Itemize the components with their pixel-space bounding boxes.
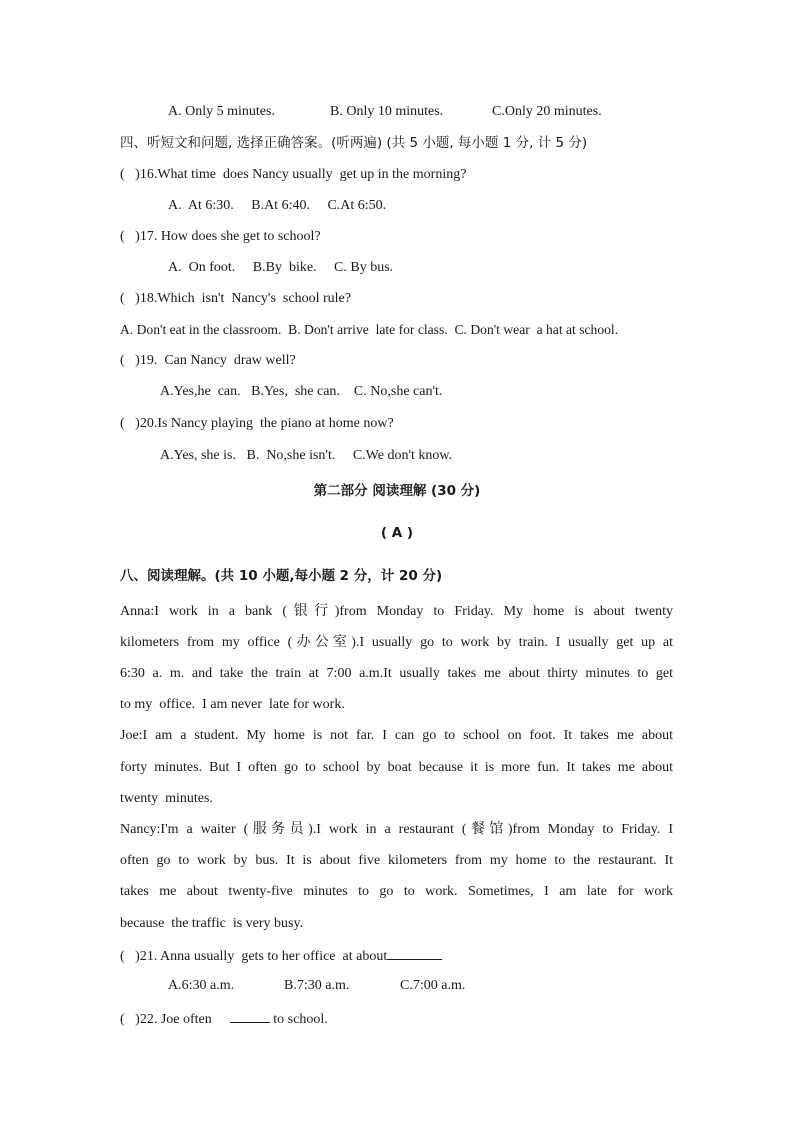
q17-options: A. On foot. B.By bike. C. By bus. — [168, 260, 394, 275]
answer-blank — [230, 1008, 270, 1023]
q21-option-c: C.7:00 a.m. — [400, 978, 466, 993]
q20-question: ( )20.Is Nancy playing the piano at home now? — [120, 416, 394, 431]
part2-title: 第二部分 阅读理解 (30 分) — [313, 483, 481, 499]
section8-heading: 八、阅读理解。(共 10 小题,每小题 2 分，计 20 分) — [120, 568, 443, 584]
q19-question: ( )19. Can Nancy draw well? — [120, 353, 296, 368]
q15-option-a: A. Only 5 minutes. — [168, 104, 275, 119]
q17-question: ( )17. How does she get to school? — [120, 229, 321, 244]
passage-line: takes me about twenty-five minutes to go to work. Sometimes, I am late for work — [120, 884, 673, 899]
q19-options: A.Yes,he can. B.Yes, she can. C. No,she can't. — [160, 384, 443, 399]
answer-blank — [387, 945, 442, 960]
passage-line: Joe:I am a student. My home is not far. I can go to school on foot. It takes me about — [120, 728, 673, 743]
passage-line: to my office. I am never late for work. — [120, 697, 345, 712]
q16-question: ( )16.What time does Nancy usually get up in the morning? — [120, 167, 467, 182]
passage-line: often go to work by bus. It is about five kilometers from my home to the restaurant. It — [120, 853, 673, 868]
passage-line: twenty minutes. — [120, 791, 213, 806]
passage-line: because the traffic is very busy. — [120, 916, 304, 931]
passage-line: Nancy:I'm a waiter (服务员).I work in a restaurant (餐馆)from Monday to Friday. I — [120, 822, 673, 837]
passage-line: forty minutes. But I often go to school by boat because it is more fun. It takes me about — [120, 760, 673, 775]
section4-heading: 四、听短文和问题, 选择正确答案。(听两遍) (共 5 小题, 每小题 1 分, 计 5 分) — [120, 135, 588, 151]
q18-options: A. Don't eat in the classroom. B. Don't arrive late for class. C. Don't wear a hat at school. — [120, 322, 619, 337]
q20-options: A.Yes, she is. B. No,she isn't. C.We don't know. — [160, 448, 453, 463]
passage-line: kilometers from my office (办公室).I usually go to work by train. I usually get up at — [120, 635, 673, 650]
q22-question: ( )22. Joe often to school. — [120, 1008, 328, 1030]
q15-option-c: C.Only 20 minutes. — [492, 104, 602, 119]
q16-options: A. At 6:30. B.At 6:40. C.At 6:50. — [168, 198, 387, 213]
q21-option-a: A.6:30 a.m. — [168, 978, 235, 993]
q21-question: ( )21. Anna usually gets to her office at about — [120, 945, 442, 967]
q21-option-b: B.7:30 a.m. — [284, 978, 350, 993]
q18-question: ( )18.Which isn't Nancy's school rule? — [120, 291, 351, 306]
passage-line: 6:30 a. m. and take the train at 7:00 a.m.It usually takes me about thirty minutes to get — [120, 666, 673, 681]
part-a-label: ( A ) — [380, 525, 414, 541]
q15-option-b: B. Only 10 minutes. — [330, 104, 444, 119]
passage-line: Anna:I work in a bank (银行)from Monday to Friday. My home is about twenty — [120, 604, 673, 619]
